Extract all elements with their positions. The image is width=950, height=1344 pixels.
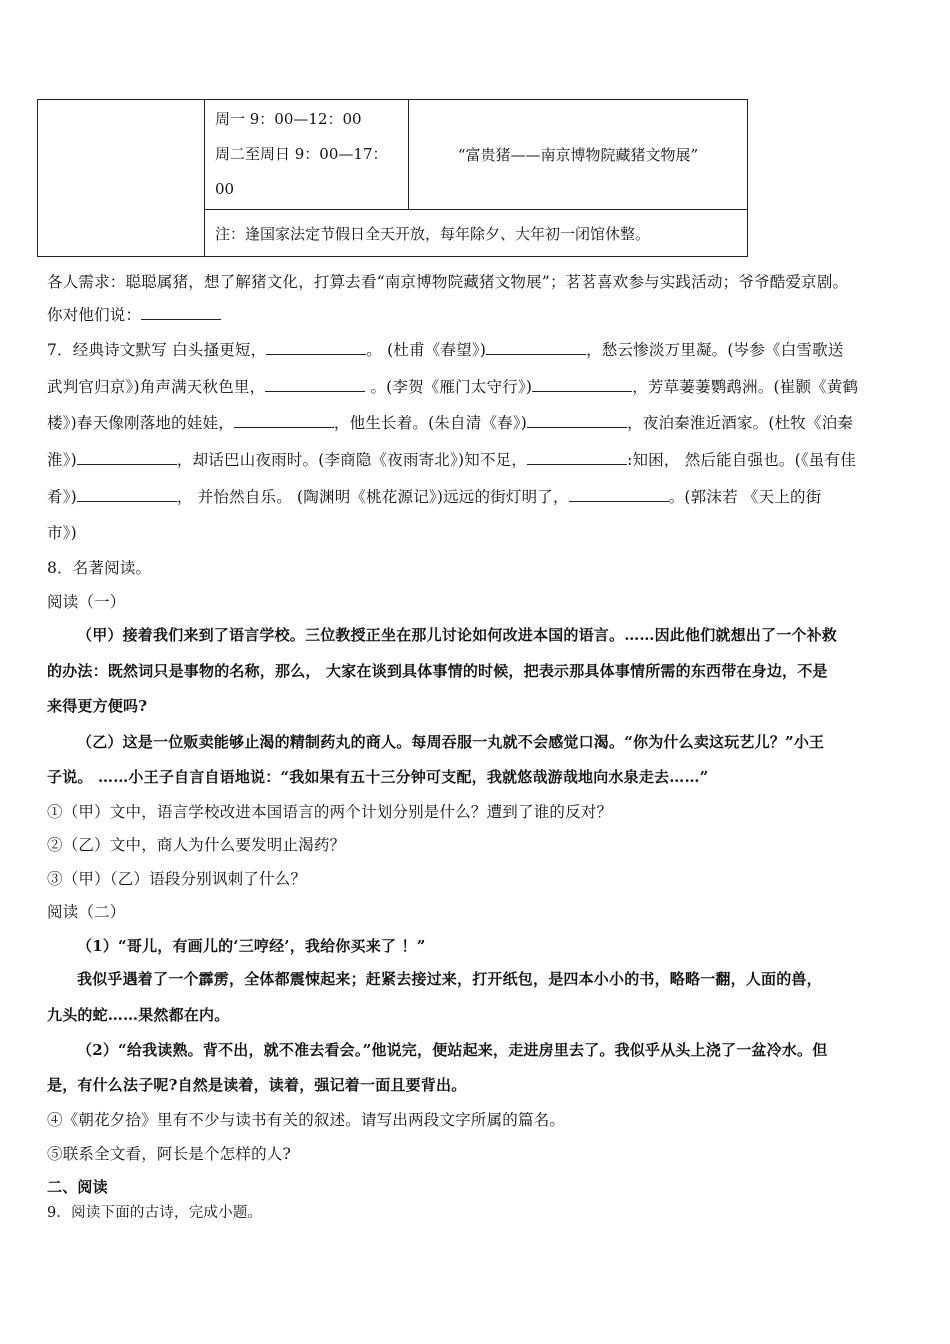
answer-blank[interactable]	[486, 340, 586, 355]
q8-title: 8．名著阅读。	[47, 559, 152, 577]
q7-text: ， 并怡然自乐。 (陶渊明《桃花源记》)远远的街灯明了，	[176, 488, 569, 506]
q7-text: ，芳草萋萋鹦鹉洲。(崔颢《黄鹤	[632, 378, 859, 396]
q7-text: ，却话巴山夜雨时。(李商隐《夜雨寄北》)知不足，	[176, 451, 528, 469]
exhibition-cell: “富贵猪——南京博物院藏猪文物展”	[409, 100, 748, 210]
answer-blank[interactable]	[527, 413, 627, 428]
q7-text: :知困， 然后能自强也。(《虽有佳	[627, 451, 856, 469]
question-line: ③（甲）（乙）语段分别讽刺了什么？	[47, 870, 307, 888]
answer-blank[interactable]	[77, 450, 177, 465]
museum-schedule-table	[37, 99, 748, 257]
q7-text: ，他生长着。(朱自清《春》)	[333, 414, 528, 432]
answer-blank[interactable]	[141, 305, 221, 320]
q7-line	[47, 411, 917, 433]
q7-text: 7．经典诗文默写 白头搔更短，	[47, 341, 267, 359]
q7-text: 。 (杜甫《春望》)	[366, 341, 487, 359]
answer-blank[interactable]	[532, 377, 632, 392]
passage-line: 来得更方便吗?	[47, 697, 148, 715]
opening-hours-cell	[205, 100, 409, 210]
question-line: ⑤联系全文看，阿长是个怎样的人?	[47, 1145, 292, 1163]
reading-heading: 阅读（二）	[47, 903, 126, 921]
table-empty-cell	[38, 100, 205, 257]
q7-text: ，夜泊秦淮近酒家。(杜牧《泊秦	[627, 414, 854, 432]
q7-line	[47, 485, 917, 507]
passage-line: 九头的蛇……果然都在内。	[47, 1006, 230, 1024]
passage-line: （1）“哥儿，有画儿的‘三哼经’，我给你买来了 ！”	[77, 937, 426, 955]
passage-line: 我似乎遇着了一个霹雳，全体都震悚起来；赶紧去接过来，打开纸包，是四本小小的书，略略一翻，人面的兽，	[77, 970, 822, 988]
answer-blank[interactable]	[527, 450, 627, 465]
q7-line	[47, 375, 917, 397]
hours-line: 00	[215, 180, 235, 198]
q7-text: 肴》)	[47, 488, 77, 506]
passage-line: （甲）接着我们来到了语言学校。三位教授正坐在那儿讨论如何改进本国的语言。……因此他们就想出了一个补救	[77, 626, 838, 644]
q7-text: 楼》)春天像刚落地的娃娃，	[47, 414, 234, 432]
question-line: ④《朝花夕拾》里有不少与读书有关的叙述。请写出两段文字所属的篇名。	[47, 1111, 566, 1129]
passage-line: （2）“给我读熟。背不出，就不准去看会。”他说完，便站起来，走进房里去了。我似乎从头上浇了一盆冷水。但	[77, 1041, 828, 1059]
q7-line	[47, 448, 917, 470]
answer-blank[interactable]	[265, 377, 365, 392]
q7-text: 市》)	[47, 524, 77, 542]
q7-text: 。(郭沫若 《天上的街	[668, 488, 822, 506]
section-heading: 二、阅读	[47, 1178, 108, 1196]
passage-line: 是，有什么法子呢?自然是读着，读着，强记着一面且要背出。	[47, 1076, 467, 1094]
q6-answer-line	[47, 303, 917, 325]
answer-blank[interactable]	[266, 340, 366, 355]
q7-line	[47, 338, 917, 360]
table-note: 注：逢国家法定节假日全天开放，每年除夕、大年初一闭馆休整。	[205, 210, 748, 257]
q7-text: 。(李贺《雁门太守行》)	[365, 378, 533, 396]
answer-blank[interactable]	[77, 487, 177, 502]
hours-line: 周二至周日 9：00—17：	[215, 145, 388, 163]
q6-prompt: 你对他们说：	[47, 306, 142, 324]
q6-needs: 各人需求：聪聪属猪，想了解猪文化，打算去看“南京博物院藏猪文物展”；茗茗喜欢参与实践活动；爷爷酷爱京剧。	[47, 273, 849, 291]
reading-heading: 阅读（一）	[47, 593, 126, 611]
passage-line: （乙）这是一位贩卖能够止渴的精制药丸的商人。每周吞服一丸就不会感觉口渴。“你为什么卖这玩艺儿？”小王	[77, 733, 825, 751]
answer-blank[interactable]	[234, 413, 334, 428]
answer-blank[interactable]	[569, 487, 669, 502]
hours-line: 周一 9：00—12：00	[215, 110, 362, 128]
q7-text: 武判官归京》)角声满天秋色里，	[47, 378, 266, 396]
question-line: ①（甲）文中，语言学校改进本国语言的两个计划分别是什么？遭到了谁的反对？	[47, 803, 613, 821]
passage-line: 子说。 ……小王子自言自语地说：“我如果有五十三分钟可支配，我就悠哉游哉地向水泉走去……”	[47, 768, 709, 786]
q7-text: 淮》)	[47, 451, 77, 469]
q9-prompt: 9．阅读下面的古诗，完成小题。	[47, 1205, 263, 1221]
q7-text: ，愁云惨淡万里凝。(岑参《白雪歌送	[586, 341, 844, 359]
question-line: ②（乙）文中，商人为什么要发明止渴药？	[47, 836, 346, 854]
passage-line: 的办法：既然词只是事物的名称，那么， 大家在谈到具体事情的时候，把表示那具体事情所需的东西带在身边，不是	[47, 662, 828, 680]
